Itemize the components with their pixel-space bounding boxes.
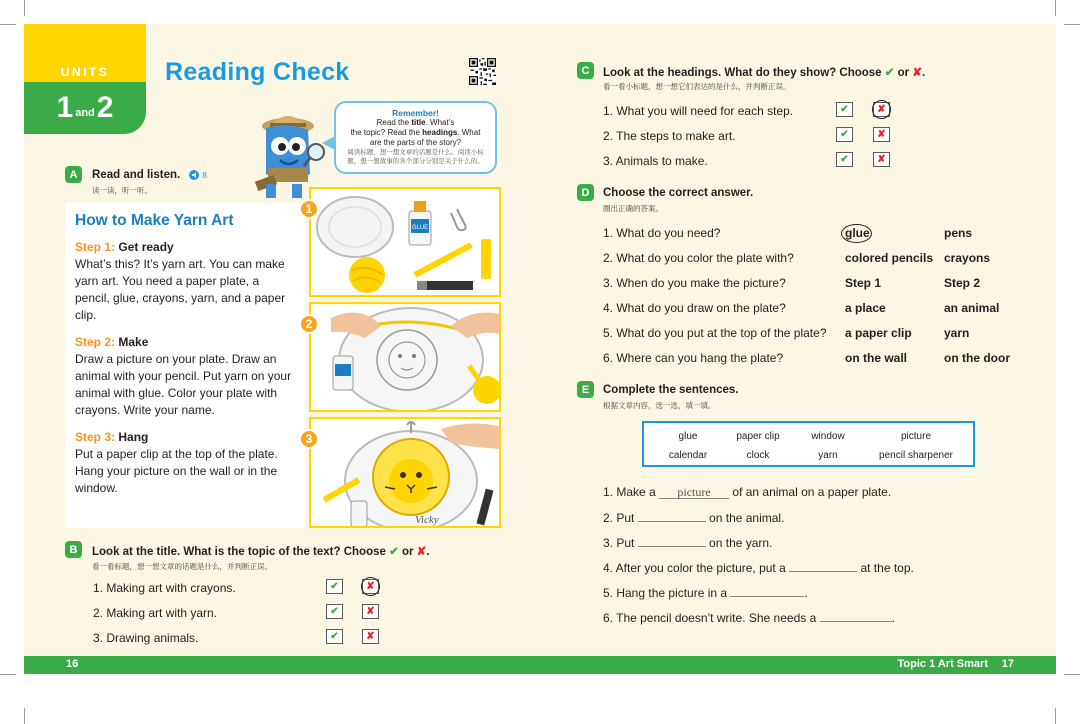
word-bank-item[interactable]: calendar (668, 450, 708, 461)
section-b-item-3: 3. Drawing animals. (93, 631, 199, 645)
section-e-chinese: 根据文章内容，选一选，填一填。 (603, 401, 716, 410)
section-e-title: Complete the sentences. (603, 384, 739, 396)
tick-icon: ✔ (389, 546, 399, 558)
word-bank-item[interactable]: paper clip (736, 431, 780, 442)
section-c-badge: C (577, 62, 594, 79)
section-d-option-b-2[interactable]: crayons (944, 251, 991, 265)
section-c-item-2: 2. The steps to make art. (603, 129, 736, 143)
remember-line-2: the topic? Read the headings. What (350, 128, 481, 137)
section-d-question-2: 2. What do you color the plate with? (603, 251, 794, 265)
fill-blank-5[interactable] (730, 584, 804, 597)
section-d-option-a-4[interactable]: a place (845, 301, 886, 315)
audio-track-number: 8 (202, 171, 207, 180)
crop-mark (1064, 674, 1080, 675)
unit-number-1: 1 (56, 91, 74, 124)
signature-name: Vicky (415, 514, 439, 526)
cross-box[interactable]: ✘ (362, 604, 379, 619)
page-footer-bar (24, 656, 1056, 674)
page-title: Reading Check (165, 58, 350, 86)
audio-speaker-icon[interactable] (189, 170, 201, 180)
page-number-right: 17 (1001, 658, 1014, 670)
tick-icon: ✔ (884, 67, 895, 79)
cross-box[interactable]: ✘ (873, 127, 890, 142)
tick-box[interactable]: ✔ (836, 152, 853, 167)
section-d-title: Choose the correct answer. (603, 187, 754, 199)
units-and: and (75, 107, 95, 119)
tick-box[interactable]: ✔ (326, 604, 343, 619)
tick-box[interactable]: ✔ (326, 579, 343, 594)
step-1-heading: Step 1: Get ready (75, 240, 174, 254)
tick-box[interactable]: ✔ (836, 127, 853, 142)
section-d-option-b-4[interactable]: an animal (944, 301, 1000, 315)
section-e-badge: E (577, 381, 594, 398)
section-d-option-a-5[interactable]: a paper clip (845, 326, 912, 340)
crop-mark (1055, 0, 1056, 16)
word-bank-box (642, 421, 975, 467)
fill-blank-6[interactable] (820, 609, 892, 622)
story-text-box (65, 203, 305, 528)
crop-mark (0, 24, 16, 25)
section-c-chinese: 看一看小标题，想一想它们表达的是什么，并判断正误。 (603, 82, 791, 91)
sentence-6: 6. The pencil doesn’t write. She needs a . (603, 611, 895, 625)
section-c-item-1: 1. What you will need for each step. (603, 104, 794, 118)
sentence-4: 4. After you color the picture, put a at the top. (603, 561, 914, 575)
step-3-body: Put a paper clip at the top of the plate. Hang your picture on the wall or in the window. (75, 447, 278, 495)
cross-box[interactable]: ✘ (362, 579, 379, 594)
crop-mark (1055, 708, 1056, 724)
section-b-badge: B (65, 541, 82, 558)
sentence-1: 1. Make a picture of an animal on a paper plate. (603, 485, 892, 499)
section-d-option-a-1[interactable]: glue (845, 226, 870, 240)
sentence-2: 2. Put on the animal. (603, 511, 785, 525)
footer-topic: Topic 1 Art Smart (897, 658, 988, 670)
section-b-title: Look at the title. What is the topic of the text? Choose ✔ or ✘. (92, 546, 430, 558)
word-bank-item[interactable]: clock (746, 450, 770, 461)
section-b-chinese: 看一看标题，想一想文章的话题是什么，并判断正误。 (92, 562, 272, 571)
section-d-option-b-3[interactable]: Step 2 (944, 276, 981, 290)
cross-box[interactable]: ✘ (873, 102, 890, 117)
sentence-3: 3. Put on the yarn. (603, 536, 773, 550)
remember-chinese-2: 题，想一想故事的各个部分分别是关于什么的。 (347, 158, 484, 165)
section-d-option-b-5[interactable]: yarn (944, 326, 970, 340)
crop-mark (0, 674, 16, 675)
tick-box[interactable]: ✔ (326, 629, 343, 644)
fill-blank-1[interactable]: picture (659, 486, 729, 499)
section-c-item-3: 3. Animals to make. (603, 154, 708, 168)
crop-mark (24, 0, 25, 16)
crop-mark (24, 708, 25, 724)
section-a-badge: A (65, 166, 82, 183)
answer-circle (841, 224, 872, 243)
section-d-option-b-1[interactable]: pens (944, 226, 973, 240)
step-3-heading: Step 3: Hang (75, 430, 149, 444)
panel-number-1: 1 (299, 199, 319, 219)
qr-code-icon[interactable] (469, 58, 496, 85)
section-b-item-2: 2. Making art with yarn. (93, 606, 218, 620)
section-d-option-b-6[interactable]: on the door (944, 351, 1010, 365)
word-bank-item[interactable]: pencil sharpener (879, 450, 953, 461)
section-d-option-a-3[interactable]: Step 1 (845, 276, 882, 290)
section-d-question-1: 1. What do you need? (603, 226, 721, 240)
page-number-left: 16 (66, 658, 79, 670)
crop-mark (1064, 24, 1080, 25)
word-bank-item[interactable]: glue (678, 431, 698, 442)
step-2-illustration (309, 302, 501, 412)
step-1-illustration (309, 187, 501, 297)
remember-tip-bubble (334, 101, 497, 174)
step-1-body: What’s this? It’s yarn art. You can make yarn art. You need a paper plate, a pencil, glue, crayons, yarn, and a paper clip. (75, 257, 286, 322)
fill-blank-3[interactable] (638, 534, 706, 547)
section-d-option-a-2[interactable]: colored pencils (845, 251, 934, 265)
units-tab (24, 24, 146, 134)
section-d-question-6: 6. Where can you hang the plate? (603, 351, 784, 365)
section-d-option-a-6[interactable]: on the wall (845, 351, 908, 365)
cross-box[interactable]: ✘ (873, 152, 890, 167)
section-d-question-4: 4. What do you draw on the plate? (603, 301, 786, 315)
tick-box[interactable]: ✔ (836, 102, 853, 117)
section-b-item-1: 1. Making art with crayons. (93, 581, 236, 595)
section-c-title: Look at the headings. What do they show? Choose ✔ or ✘. (603, 67, 926, 79)
answer-circle (361, 577, 380, 596)
remember-heading: Remember! (392, 108, 439, 118)
section-d-question-3: 3. When do you make the picture? (603, 276, 786, 290)
remember-chinese-1: 阅读标题，想一想文章的话题是什么。阅读小标 (347, 149, 484, 156)
glue-bottle-label: GLUE (411, 225, 429, 231)
remember-line-1: Read the title. What’s (376, 118, 455, 127)
panel-number-3: 3 (299, 429, 319, 449)
section-d-chinese: 圈出正确的答案。 (603, 204, 663, 213)
step-3-illustration (309, 417, 501, 528)
word-bank-item[interactable]: picture (900, 431, 932, 442)
word-bank-item[interactable]: window (811, 431, 845, 442)
sentence-5: 5. Hang the picture in a . (603, 586, 808, 600)
cross-icon: ✘ (912, 67, 922, 79)
units-label: UNITS (60, 65, 110, 79)
story-title: How to Make Yarn Art (75, 212, 234, 229)
remember-line-3: are the parts of the story? (369, 138, 462, 147)
section-a-chinese: 读一读，听一听。 (92, 186, 152, 195)
cross-icon: ✘ (416, 546, 427, 558)
step-2-body: Draw a picture on your plate. Draw an animal with your pencil. Put yarn on your animal with glue. Color your plate with crayons. Write your name. (75, 352, 292, 417)
word-bank-item[interactable]: yarn (818, 450, 838, 461)
section-d-badge: D (577, 184, 594, 201)
step-2-heading: Step 2: Make (75, 335, 149, 349)
section-a-title: Read and listen. 8 (92, 169, 207, 181)
fill-blank-4[interactable] (789, 559, 857, 572)
fill-blank-2[interactable] (638, 509, 706, 522)
answer-circle (872, 100, 891, 119)
cross-box[interactable]: ✘ (362, 629, 379, 644)
unit-number-2: 2 (96, 91, 114, 124)
section-d-question-5: 5. What do you put at the top of the plate? (603, 326, 827, 340)
panel-number-2: 2 (299, 314, 319, 334)
